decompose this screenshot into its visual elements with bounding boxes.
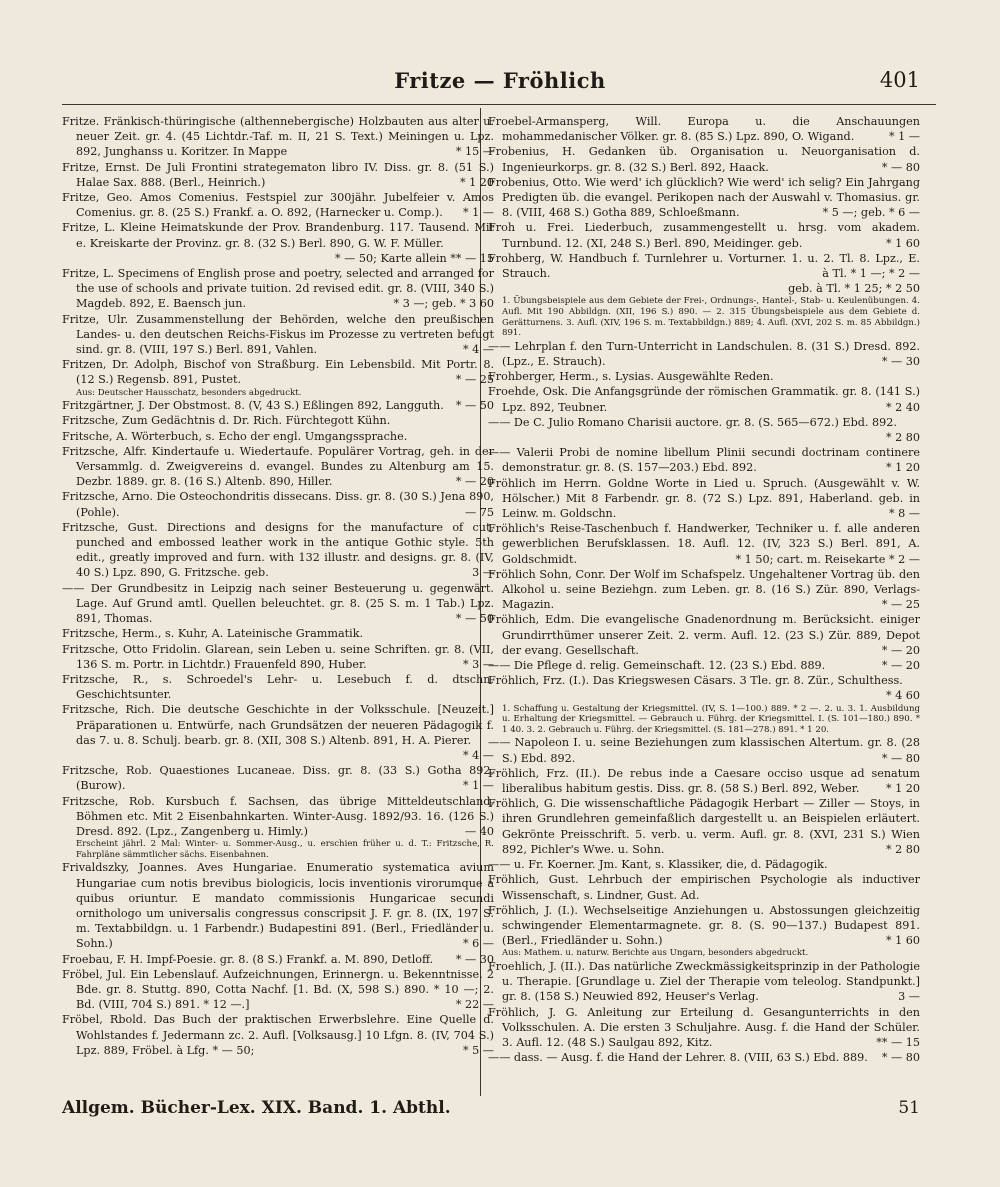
- bibliography-entry: Fritsche, A. Wörterbuch, s. Echo der engl. Umgangssprache.: [62, 429, 408, 443]
- entry-price: 3 —: [898, 990, 920, 1004]
- entry-text: Froehde, Osk. Die Anfangsgründe der römischen Grammatik. gr. 8. (141 S.) Lpz. 892, Teubner.: [488, 385, 920, 414]
- entry-note: Aus: Mathem. u. naturw. Berichte aus Ungarn, besonders abgedruckt.: [502, 948, 809, 959]
- bibliography-entry: [62, 702, 494, 763]
- entry-price: * 5 —: [462, 1043, 494, 1057]
- entry-price: * — 30: [881, 355, 920, 369]
- entry-price: * 1 —: [462, 206, 494, 220]
- entry-text: Fritzsche, Rob. Quaestiones Lucaneae. Diss. gr. 8. (33 S.) Gotha 892, (Burow).: [62, 764, 494, 793]
- bibliography-entry: [488, 114, 920, 144]
- left-column: [62, 114, 494, 1058]
- entry-text: Fröhlich, J. (I.). Wechselseitige Anziehungen u. Abstossungen gleichzeitig schwingender Elementarmagnete. gr. 8. (S. 90—137.) Budapest 891. (Berl., Friedländer u. Sohn.): [488, 903, 920, 948]
- entry-text: Fritzgärtner, J. Der Obstmost. 8. (V, 43 S.) Eßlingen 892, Langguth.: [62, 399, 444, 413]
- bibliography-entry: [488, 658, 920, 673]
- entry-price: — 40: [465, 824, 494, 838]
- bibliography-entry: [488, 903, 920, 949]
- entry-price: * 2 40: [885, 400, 920, 414]
- entry-price: * 15 —: [455, 145, 494, 159]
- bibliography-entry: [62, 220, 494, 266]
- entry-text: Fröhlich, J. G. Anleitung zur Erteilung d. Gesangunterrichts in den Volksschulen. A. Die ersten 3 Schuljahre. Ausg. f. die Hand der Schüler. 3. Aufl. 12. (48 S.) Saulgau 892, Kitz.: [488, 1005, 920, 1049]
- entry-text: Frohberg, W. Handbuch f. Turnlehrer u. Vorturner. 1. u. 2. Tl. 8. Lpz., E. Strauch.: [488, 251, 920, 281]
- entry-price: * 4 60: [885, 689, 920, 703]
- bibliography-entry: [488, 445, 920, 475]
- entry-price: * 4 —: [462, 343, 494, 357]
- bibliography-entry: [488, 175, 920, 221]
- bibliography-entry: Fritzsche, R., s. Schroedel's Lehr- u. Lesebuch f. d. dtschn. Geschichtsunter.: [62, 672, 494, 702]
- bibliography-entry: [488, 220, 920, 250]
- entry-text: Fritzsche, Otto Fridolin. Glarean, sein Leben u. seine Schriften. gr. 8. (VII, 136 S. m. Portr. in Lichtdr.) Frauenfeld 890, Huber.: [62, 642, 494, 671]
- entry-price: * — 80: [881, 160, 920, 174]
- entry-price: * 1 20: [885, 782, 920, 796]
- entry-text: Fritze, Geo. Amos Comenius. Festspiel zur 300jähr. Jubelfeier v. Amos Comenius. gr. 8. (25 S.) Frankf. a. O. 892, (Harnecker u. Comp.).: [62, 191, 494, 220]
- bibliography-entry: [488, 339, 920, 369]
- bibliography-entry: [488, 251, 920, 281]
- bibliography-entry: [488, 673, 920, 703]
- entry-text: Froh u. Frei. Liederbuch, zusammengestellt u. hrsg. vom akadem. Turnbund. 12. (XI, 248 S.) Berl. 890, Meidinger. geb.: [488, 221, 920, 250]
- bibliography-entry: [488, 612, 920, 658]
- entry-text: Fritzsche, Rich. Die deutsche Geschichte in der Volksschule. [Neuzeit.] Präparationen u. Entwürfe, nach Grundsätzen der neueren Pädagogik f. das 7. u. 8. Schulj. bearb. gr. 8. (XII, 308 S.) Altenb. 891, H. A. Pierer.: [62, 703, 494, 747]
- bibliography-entry: [62, 1012, 494, 1058]
- entry-price: * 5 —; geb. * 6 —: [822, 206, 920, 220]
- running-head: Fritze — Fröhlich: [394, 68, 606, 93]
- entry-price: * — 80: [881, 751, 920, 765]
- bibliography-entry: [62, 794, 494, 840]
- entry-price: à Tl. * 1 —; * 2 —: [822, 267, 920, 281]
- entry-text: Fritzsche, Alfr. Kindertaufe u. Wiedertaufe. Populärer Vortrag, geh. in der Versammlg. d. Zweigvereins d. evangel. Bundes zu Altenburg am 15. Dezbr. 1889. gr. 8. (16 S.) Altenb. 890, Hiller.: [62, 444, 494, 489]
- entry-note: 1. Schaffung u. Gestaltung der Kriegsmittel. (IV, S. 1—100.) 889. * 2 —. 2. u. 3. 1. Ausbildung u. Erhaltung der Kriegsmittel. — Gebrauch u. Führg. der Kriegsmittel. I. (S. 101—180.) 890. * 1 40. 3. 2. Gebrauch u. Führg. der Kriegsmittel. (S. 181—278.) 891. * 1 20.: [502, 703, 920, 735]
- entry-price: * — 30: [455, 952, 494, 966]
- bibliography-entry: [62, 763, 494, 793]
- bibliography-entry: [62, 398, 494, 413]
- entry-price: geb. à Tl. * 1 25; * 2 50: [788, 282, 920, 296]
- entry-text: Frobenius, Otto. Wie werd' ich glücklich? Wie werd' ich selig? Ein Jahrgang Predigten üb. die evangel. Perikopen nach der Auswahl v. Thomasius. gr. 8. (VIII, 468 S.) Gotha 889, Schloeßmann.: [488, 175, 920, 220]
- entry-text: Fröhlich's Reise-Taschenbuch f. Handwerker, Techniker u. f. alle anderen gewerblichen Berufsklassen. 18. Aufl. 12. (IV, 323 S.) Berl. 891, A. Goldschmidt.: [488, 522, 920, 566]
- entry-price: * — 20: [455, 475, 494, 489]
- entry-text: Fröhlich, Frz. (I.). Das Kriegswesen Cäsars. 3 Tle. gr. 8. Zür., Schulthess.: [488, 674, 903, 688]
- entry-text: Fröbel, Jul. Ein Lebenslauf. Aufzeichnungen, Erinnergn. u. Bekenntnisse. 2 Bde. gr. 8. Stuttg. 890, Cotta Nachf. [1. Bd. (X, 598 S.) 890. * 10 —; 2. Bd. (VIII, 704 S.) 891. * 12 —.]: [62, 967, 494, 1012]
- bibliography-entry: [488, 384, 920, 414]
- entry-text: Fritze, Ulr. Zusammenstellung der Behörden, welche den preußischen Landes- u. den deutschen Reichs-Fiskus im Prozesse zu vertreten befugt sind. gr. 8. (VIII, 197 S.) Berl. 891, Vahlen.: [62, 312, 494, 357]
- entry-text: Fröhlich im Herrn. Goldne Worte in Lied u. Spruch. (Ausgewählt v. W. Hölscher.) Mit 8 Farbendr. gr. 8. (72 S.) Lpz. 891, Haberland. geb. in Leinw. m. Goldschn.: [488, 476, 920, 521]
- entry-text: Frobenius, H. Gedanken üb. Organisation u. Neuorganisation d. Ingenieurkorps. gr. 8. (32 S.) Berl. 892, Haack.: [488, 145, 920, 174]
- bibliography-entry: [62, 190, 494, 220]
- bibliography-entry: —— u. Fr. Koerner. Jm. Kant, s. Klassiker, die, d. Pädagogik.: [488, 858, 828, 872]
- entry-price: * 8 —: [888, 507, 920, 521]
- entry-price: * 1 —: [888, 130, 920, 144]
- entry-price: * — 50: [455, 612, 494, 626]
- bibliography-entry: Fritzsche, Herm., s. Kuhr, A. Lateinische Grammatik.: [62, 627, 364, 641]
- bibliography-entry: Fritzsche, Zum Gedächtnis d. Dr. Rich. Fürchtegott Kühn.: [62, 414, 391, 428]
- entry-price: * 2 80: [885, 842, 920, 856]
- footer-signature: Allgem. Bücher-Lex. XIX. Band. 1. Abthl.: [62, 1098, 451, 1118]
- entry-text: Frivaldszky, Joannes. Aves Hungariae. Enumeratio systematica avium Hungariae cum notis brevibus biologicis, locis inventionis virorumque a quibus oriuntur. E mandato commissionis Hungaricae secundi ornithologo um universalis congressus conscripsit J. F. gr. 8. (IX, 197 S. m. Textabbildgn. u. 1 Farbendr.) Budapestini 891. (Berl., Friedländer u. Sohn.): [62, 861, 494, 951]
- entry-price: * 1 60: [885, 236, 920, 250]
- bibliography-entry: [488, 959, 920, 1005]
- bibliography-entry: [488, 796, 920, 857]
- entry-price: * — 20: [881, 659, 920, 673]
- entry-price: * 22 —: [455, 998, 494, 1012]
- entry-price: — 75: [465, 505, 494, 519]
- entry-text: —— Lehrplan f. den Turn-Unterricht in Landschulen. 8. (31 S.) Dresd. 892. (Lpz., E. Strauch).: [488, 339, 920, 369]
- entry-text: Fröhlich, Frz. (II.). De rebus inde a Caesare occiso usque ad senatum liberalibus habitum gestis. Diss. gr. 8. (58 S.) Berl. 892, Weber.: [488, 766, 920, 796]
- bibliography-entry: [488, 415, 920, 445]
- bibliography-entry: [62, 967, 494, 1013]
- entry-price: ** — 15: [876, 1035, 920, 1049]
- bibliography-entry: [62, 160, 494, 190]
- entry-price: * — 25: [455, 373, 494, 387]
- bibliography-entry: [62, 642, 494, 672]
- bibliography-entry: [62, 860, 494, 951]
- right-column: [488, 114, 920, 1065]
- bibliography-entry: [62, 581, 494, 627]
- entry-price: * 2 80: [885, 431, 920, 445]
- entry-text: Froebau, F. H. Impf-Poesie. gr. 8. (8 S.) Frankf. a. M. 890, Detloff.: [62, 952, 434, 966]
- entry-note: 1. Übungsbeispiele aus dem Gebiete der Frei-, Ordnungs-, Hantel-, Stab- u. Keulenübungen. 4. Aufl. Mit 190 Abbildgn. (XII, 196 S.) 890. — 2. 315 Übungsbeispiele aus dem Gebiete d. Gerätturnens. 3. Aufl. (XIV, 196 S. m. Textabbildgn.) 889; 4. Aufl. (XVI, 202 S. m. 85 Abbildgn.) 891.: [502, 296, 920, 339]
- entry-text: Fröhlich Sohn, Conr. Der Wolf im Schafspelz. Ungehaltener Vortrag üb. den Alkohol u. seine Beziehgn. zum Leben. gr. 8. (16 S.) Zür. 890, Verlags-Magazin.: [488, 567, 920, 612]
- entry-price: * 1 50; cart. m. Reisekarte * 2 —: [735, 552, 920, 566]
- entry-price: * — 50; Karte allein ** — 15: [334, 251, 494, 265]
- header-rule: [62, 104, 936, 105]
- entry-text: —— dass. — Ausg. f. die Hand der Lehrer. 8. (VIII, 63 S.) Ebd. 889.: [488, 1051, 868, 1065]
- bibliography-entry: [488, 766, 920, 796]
- entry-price: * 1 —: [462, 779, 494, 793]
- bibliography-entry: [488, 521, 920, 567]
- bibliography-entry: [488, 144, 920, 174]
- bibliography-entry: [62, 444, 494, 490]
- entry-text: Fröhlich, G. Die wissenschaftliche Pädagogik Herbart — Ziller — Stoys, in ihren Grundlehren gemeinfaßlich dargestellt u. an Beispielen erläutert. Gekrönte Preisschrift. 5. verb. u. verm. Aufl. gr. 8. (XVI, 231 S.) Wien 892, Pichler's Wwe. u. Sohn.: [488, 797, 920, 856]
- page-footer: [62, 1098, 920, 1128]
- entry-price: * 1 20: [885, 461, 920, 475]
- entry-note: Erscheint jährl. 2 Mal: Winter- u. Sommer-Ausg., u. erschien früher u. d. T.: Fritzsche, R. Fahrpläne sämmtlicher sächs. Eisenbahnen.: [76, 839, 494, 860]
- bibliography-entry: [488, 567, 920, 613]
- entry-note: Aus: Deutscher Hausschatz, besonders abgedruckt.: [76, 387, 302, 398]
- page-header: [0, 68, 1000, 102]
- entry-text: Fritze, L. Specimens of English prose and poetry, selected and arranged for the use of schools and private tuition. 2d revised edit. gr. 8. (VIII, 340 S.) Magdeb. 892, E. Baensch jun.: [62, 267, 494, 311]
- entry-price: * — 25: [881, 598, 920, 612]
- entry-price: * 3 —: [462, 657, 494, 671]
- entry-price: * — 20: [881, 643, 920, 657]
- entry-price: * 4 —: [462, 748, 494, 762]
- entry-text: —— Napoleon I. u. seine Beziehungen zum klassischen Altertum. gr. 8. (28 S.) Ebd. 892.: [488, 736, 920, 765]
- entry-text: Fritzsche, Gust. Directions and designs for the manufacture of cut, punched and embossed leather work in the antique Gothic style. 5th edit., greatly improved and furn. with 132 illustr. and designs. gr. 8. (IV, 40 S.) Lpz. 890, G. Fritzsche. geb.: [62, 520, 494, 580]
- entry-price: * 6 —: [462, 937, 494, 951]
- entry-price: * 1 60: [885, 934, 920, 948]
- entry-text: —— Die Pflege d. relig. Gemeinschaft. 12. (23 S.) Ebd. 889.: [488, 659, 826, 673]
- entry-text: Froehlich, J. (II.). Das natürliche Zweckmässigkeitsprinzip in der Pathologie u. Therapie. [Grundlage u. Ziel der Therapie vom teleolog. Standpunkt.] gr. 8. (158 S.) Neuwied 892, Heuser's Verlag.: [488, 959, 920, 1004]
- bibliography-entry: Fröhlich, Gust. Lehrbuch der empirischen Psychologie als inductiver Wissenschaft, s. Lindner, Gust. Ad.: [488, 873, 920, 902]
- entry-price: * — 50: [455, 399, 494, 413]
- entry-text: Fritze, Ernst. De Juli Frontini strategematon libro IV. Diss. gr. 8. (51 S.) Halae Sax. 888. (Berl., Heinrich.): [62, 160, 494, 189]
- bibliography-entry: [62, 114, 494, 160]
- bibliography-entry: [488, 1050, 920, 1065]
- bibliography-entry: [62, 520, 494, 581]
- entry-text: Fritze. Fränkisch-thüringische (althennebergische) Holzbauten aus alter u. neuer Zeit. gr. 4. (45 Lichtdr.-Taf. m. II, 21 S. Text.) Meiningen u. Lpz. 892, Junghanss u. Koritzer. In Mappe: [62, 115, 494, 159]
- entry-text: Fritzsche, Arno. Die Osteochondritis dissecans. Diss. gr. 8. (30 S.) Jena 890, (Pohle).: [62, 490, 494, 519]
- bibliography-entry: [62, 357, 494, 387]
- bibliography-entry: [488, 476, 920, 522]
- bibliography-entry: Frohberger, Herm., s. Lysias. Ausgewählte Reden.: [488, 370, 774, 384]
- entry-text: Fritzsche, Rob. Kursbuch f. Sachsen, das übrige Mitteldeutschland, Böhmen etc. Mit 2 Eisenbahnkarten. Winter-Ausg. 1892/93. 16. (126 S.) Dresd. 892. (Lpz., Zangenberg u. Himly.): [62, 794, 494, 838]
- bibliography-entry: [488, 735, 920, 765]
- entry-price: 3 —: [472, 566, 494, 580]
- entry-price: * 3 —; geb. * 3 60: [393, 297, 494, 311]
- bibliography-entry: [62, 312, 494, 358]
- entry-text: Froebel-Armansperg, Will. Europa u. die Anschauungen mohammedanischer Völker. gr. 8. (85 S.) Lpz. 890, O. Wigand.: [488, 115, 920, 144]
- bibliography-entry: [488, 281, 920, 296]
- entry-text: Fröbel, Rbold. Das Buch der praktischen Erwerbslehre. Eine Quelle d. Wohlstandes f. Jedermann zc. 2. Aufl. [Volksausg.] 10 Lfgn. 8. (IV, 704 S.) Lpz. 889, Fröbel. à Lfg. * — 50;: [62, 1013, 494, 1057]
- entry-text: Fritze, L. Kleine Heimatskunde der Prov. Brandenburg. 117. Tausend. Mit e. Kreiskarte der Provinz. gr. 8. (32 S.) Berl. 890, G. W. F. Müller.: [62, 221, 494, 250]
- footer-sheet-number: 51: [898, 1098, 920, 1118]
- entry-price: * 1 20: [459, 175, 494, 189]
- entry-text: Fröhlich, Edm. Die evangelische Gnadenordnung m. Berücksicht. einiger Grundirrthümer unserer Zeit. 2. verm. Aufl. 12. (23 S.) Zür. 889, Depot der evang. Gesellschaft.: [488, 613, 920, 657]
- bibliography-entry: [62, 952, 494, 967]
- entry-text: Fritzen, Dr. Adolph, Bischof von Straßburg. Ein Lebensbild. Mit Portr. 8. (12 S.) Regensb. 891, Pustet.: [62, 358, 494, 387]
- entry-text: —— Valerii Probi de nomine libellum Plinii secundi doctrinam continere demonstratur. gr. 8. (S. 157—203.) Ebd. 892.: [488, 446, 920, 475]
- bibliography-entry: [62, 489, 494, 519]
- bibliography-entry: [488, 1005, 920, 1051]
- page-number: 401: [879, 68, 920, 92]
- entry-text: —— Der Grundbesitz in Leipzig nach seiner Besteuerung u. gegenwärt. Lage. Auf Grund amtl. Quellen beleuchtet. gr. 8. (25 S. m. 1 Tab.) Lpz. 891, Thomas.: [62, 581, 494, 626]
- bibliography-entry: [62, 266, 494, 312]
- entry-price: * — 80: [881, 1051, 920, 1065]
- entry-text: —— De C. Julio Romano Charisii auctore. gr. 8. (S. 565—672.) Ebd. 892.: [488, 415, 897, 429]
